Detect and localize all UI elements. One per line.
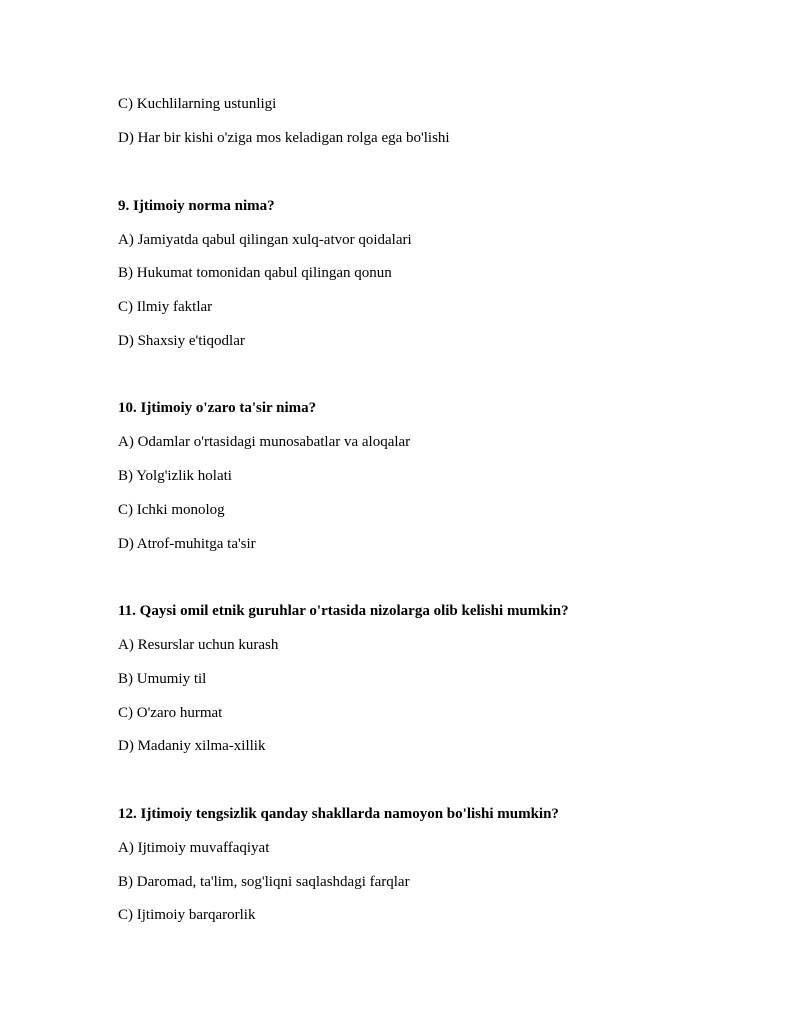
option-a-q9: A) Jamiyatda qabul qilingan xulq-atvor qoidalari	[118, 232, 412, 248]
option-c-q8: C) Kuchlilarning ustunligi	[118, 96, 277, 112]
option-c-q12: C) Ijtimoiy barqarorlik	[118, 907, 256, 923]
question-10: 10. Ijtimoiy o'zaro ta'sir nima?	[118, 400, 317, 416]
option-c-q10: C) Ichki monolog	[118, 502, 225, 518]
question-9: 9. Ijtimoiy norma nima?	[118, 198, 275, 214]
option-a-q12: A) Ijtimoiy muvaffaqiyat	[118, 840, 270, 856]
option-a-q11: A) Resurslar uchun kurash	[118, 637, 279, 653]
option-b-q9: B) Hukumat tomonidan qabul qilingan qonun	[118, 265, 392, 281]
option-d-q9: D) Shaxsiy e'tiqodlar	[118, 333, 245, 349]
option-a-q10: A) Odamlar o'rtasidagi munosabatlar va aloqalar	[118, 434, 411, 450]
option-d-q11: D) Madaniy xilma-xillik	[118, 738, 266, 754]
option-c-q9: C) Ilmiy faktlar	[118, 299, 213, 315]
option-d-q10: D) Atrof-muhitga ta'sir	[118, 536, 256, 552]
question-12: 12. Ijtimoiy tengsizlik qanday shakllarda namoyon bo'lishi mumkin?	[118, 806, 559, 822]
option-b-q11: B) Umumiy til	[118, 671, 207, 687]
option-b-q10: B) Yolg'izlik holati	[118, 468, 232, 484]
option-c-q11: C) O'zaro hurmat	[118, 705, 223, 721]
question-11: 11. Qaysi omil etnik guruhlar o'rtasida nizolarga olib kelishi mumkin?	[118, 603, 569, 619]
option-b-q12: B) Daromad, ta'lim, sog'liqni saqlashdagi farqlar	[118, 874, 410, 890]
option-d-q8: D) Har bir kishi o'ziga mos keladigan rolga ega bo'lishi	[118, 130, 450, 146]
